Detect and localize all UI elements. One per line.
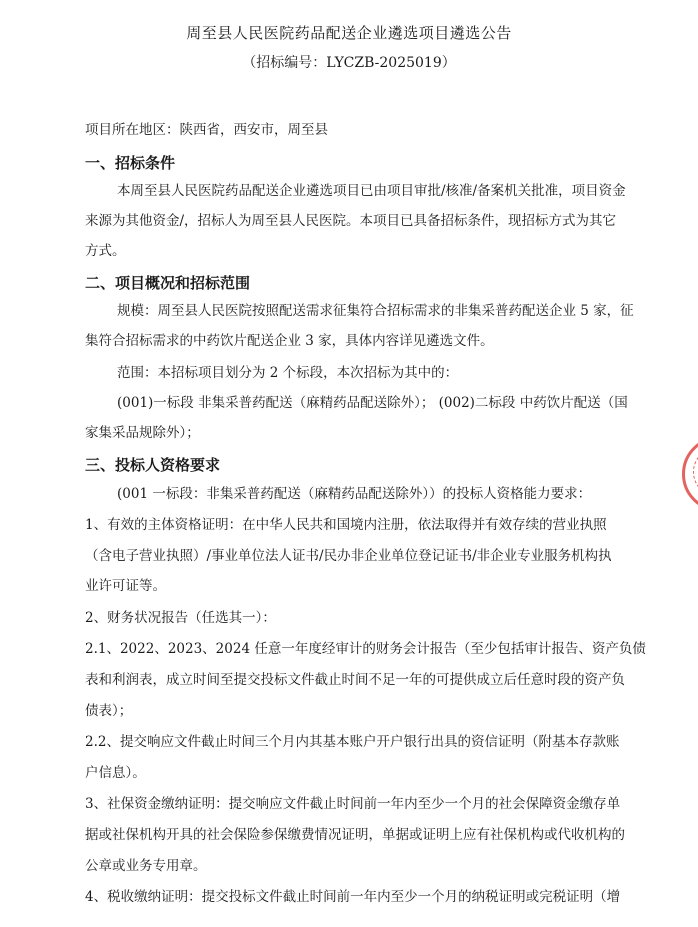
paragraph-line: (001 一标段：非集采普药配送（麻精药品配送除外））的投标人资格能力要求：: [117, 486, 592, 502]
paragraph-line: 范围：本招标项目划分为 2 个标段，本次招标为其中的：: [117, 365, 459, 381]
paragraph-line: 2、财务状况报告（任选其一）：: [85, 610, 276, 626]
paragraph-line: 家集采品规除外）；: [85, 425, 200, 441]
bid-number: （招标编号：LYCZB-2025019）: [242, 55, 456, 71]
paragraph-line: 据或社保机构开具的社会保险参保缴费情况证明，单据或证明上应有社保机构或代收机构的: [85, 827, 625, 843]
paragraph-line: 来源为其他资金/，招标人为周至县人民医院。本项目已具备招标条件，现招标方式为其它: [85, 213, 617, 229]
paragraph-line: 1、有效的主体资格证明：在中华人民共和国境内注册，依法取得并有效存续的营业执照: [85, 517, 607, 533]
paragraph-line: 方式。: [85, 243, 126, 259]
project-location: 项目所在地区：陕西省，西安市，周至县: [85, 122, 328, 138]
paragraph-line: 4、税收缴纳证明：提交投标文件截止时间前一年内至少一个月的纳税证明或完税证明（增: [85, 889, 621, 905]
section-heading-bidder-qualifications: 三、投标人资格要求: [85, 456, 221, 474]
paragraph-line: (001)一标段 非集采普药配送（麻精药品配送除外）； (002)二标段 中药饮片配送（国: [117, 395, 628, 411]
official-seal-stamp: [682, 436, 698, 512]
paragraph-line: 2.1、2022、2023、2024 任意一年度经审计的财务会计报告（至少包括审计报告、资产负债: [85, 641, 646, 657]
section-heading-project-overview: 二、项目概况和招标范围: [85, 274, 251, 292]
paragraph-line: 户信息）。: [85, 765, 146, 781]
paragraph-line: 本周至县人民医院药品配送企业遴选项目已由项目审批/核准/备案机关批准，项目资金: [117, 183, 626, 199]
paragraph-line: 业许可证等。: [85, 578, 166, 594]
section-heading-bid-conditions: 一、招标条件: [85, 154, 176, 172]
document-title: 周至县人民医院药品配送企业遴选项目遴选公告: [186, 24, 512, 42]
paragraph-line: 3、社保资金缴纳证明：提交响应文件截止时间前一年内至少一个月的社会保障资金缴存单: [85, 796, 621, 812]
paragraph-line: 债表）；: [85, 703, 133, 719]
paragraph-line: 公章或业务专用章。: [85, 858, 207, 874]
paragraph-line: 规模：周至县人民医院按照配送需求征集符合招标需求的非集采普药配送企业 5 家，征: [117, 303, 634, 319]
paragraph-line: 集符合招标需求的中药饮片配送企业 3 家，具体内容详见遴选文件。: [85, 333, 494, 349]
paragraph-line: 2.2、提交响应文件截止时间三个月内其基本账户开户银行出具的资信证明（附基本存款账: [85, 734, 620, 750]
paragraph-line: 表和利润表，成立时间至提交投标文件截止时间不足一年的可提供成立后任意时段的资产负: [85, 672, 625, 688]
paragraph-line: （含电子营业执照）/事业单位法人证书/民办非企业单位登记证书/非企业专业服务机构执: [85, 548, 612, 564]
